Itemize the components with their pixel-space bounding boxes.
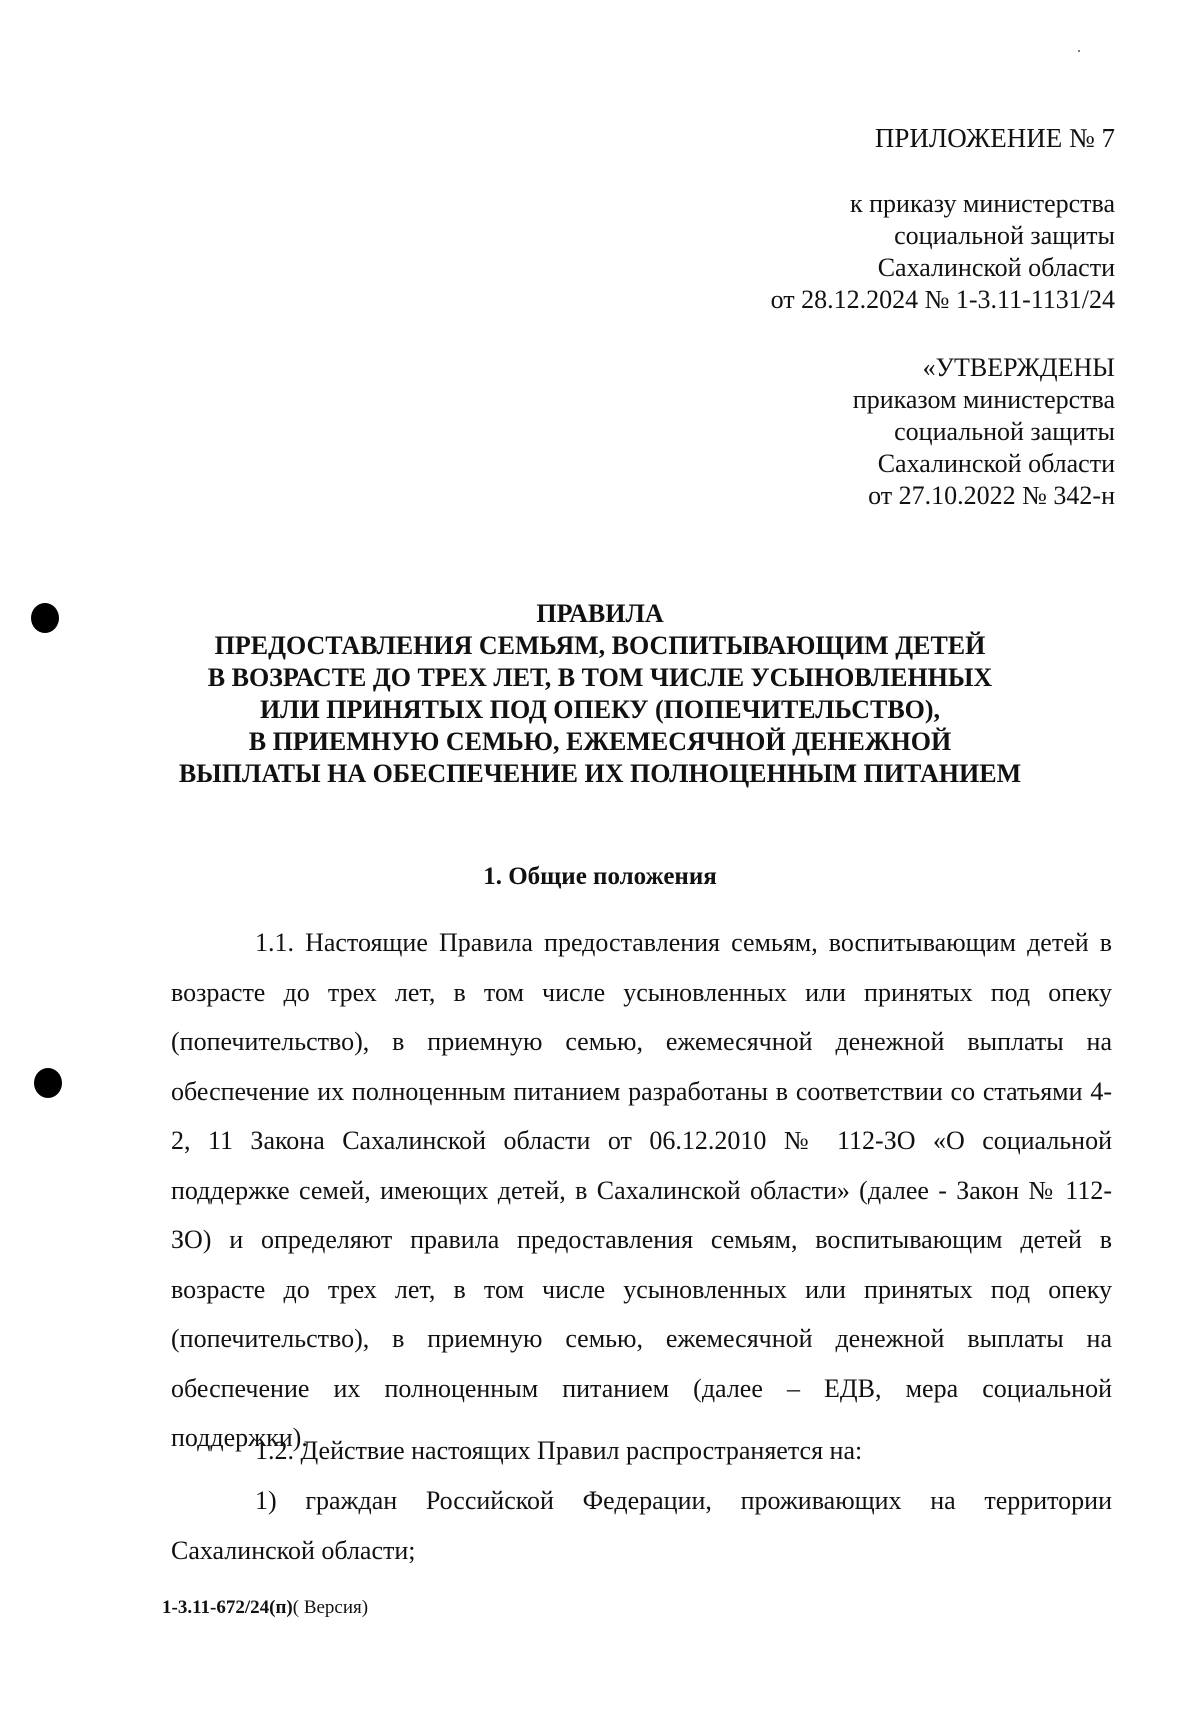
- punch-hole-mark: [31, 603, 59, 633]
- document-title: [150, 598, 1050, 790]
- order-reference-line: к приказу министерства: [850, 189, 1115, 218]
- order-reference: [771, 188, 1115, 316]
- approval-line: социальной защиты: [894, 417, 1115, 446]
- title-line: ПРАВИЛА: [536, 599, 664, 628]
- list-item-1: 1) граждан Российской Федерации, проживающих на территории Сахалинской области;: [171, 1486, 1112, 1565]
- title-line: В ВОЗРАСТЕ ДО ТРЕХ ЛЕТ, В ТОМ ЧИСЛЕ УСЫНОВЛЕННЫХ: [207, 663, 993, 692]
- appendix-title: [875, 122, 1115, 154]
- approval-block: [853, 352, 1115, 512]
- scan-speck: [1078, 50, 1080, 52]
- paragraph-1-1: 1.1. Настоящие Правила предоставления семьям, воспитывающим детей в возрасте до трех лет, в том числе усыновленных или принятых под опеку (попечительство), в приемную семью, ежемесячной денежной выплаты на обеспечение их полноценным питанием разработаны в соответствии со статьями 4-2, 11 Закона Сахалинской области от 06.12.2010 № 112-ЗО «О социальной поддержке семей, имеющих детей, в Сахалинской области» (далее - Закон № 112-ЗО) и определяют правила предоставления семьям, воспитывающим детей в возрасте до трех лет, в том числе усыновленных или принятых под опеку (попечительство), в приемную семью, ежемесячной денежной выплаты на обеспечение их полноценным питанием (далее – ЕДВ, мера социальной поддержки).: [171, 928, 1112, 1452]
- title-line: В ПРИЕМНУЮ СЕМЬЮ, ЕЖЕМЕСЯЧНОЙ ДЕНЕЖНОЙ: [248, 727, 952, 756]
- approval-line: «УТВЕРЖДЕНЫ: [922, 353, 1115, 382]
- order-reference-line: Сахалинской области: [877, 253, 1115, 282]
- title-line: ВЫПЛАТЫ НА ОБЕСПЕЧЕНИЕ ИХ ПОЛНОЦЕННЫМ ПИТАНИЕМ: [178, 759, 1022, 788]
- title-line: ПРЕДОСТАВЛЕНИЯ СЕМЬЯМ, ВОСПИТЫВАЮЩИМ ДЕТЕЙ: [214, 631, 986, 660]
- document-footer-reference: [162, 1596, 368, 1620]
- approval-line: Сахалинской области: [877, 449, 1115, 478]
- order-reference-line: от 28.12.2024 № 1-3.11-1131/24: [770, 285, 1115, 314]
- title-line: ИЛИ ПРИНЯТЫХ ПОД ОПЕКУ (ПОПЕЧИТЕЛЬСТВО),: [259, 695, 941, 724]
- punch-hole-mark: [34, 1068, 62, 1098]
- approval-line: приказом министерства: [852, 385, 1115, 414]
- document-version: ( Версия): [292, 1597, 369, 1618]
- section-heading: 1. Общие положения: [483, 863, 717, 890]
- approval-line: от 27.10.2022 № 342-н: [868, 481, 1115, 510]
- order-reference-line: социальной защиты: [894, 221, 1115, 250]
- paragraph-1-2: 1.2. Действие настоящих Правил распространяется на:: [255, 1436, 863, 1465]
- document-number: 1-3.11-672/24(п): [162, 1597, 293, 1618]
- appendix-title-text: ПРИЛОЖЕНИЕ № 7: [874, 123, 1115, 153]
